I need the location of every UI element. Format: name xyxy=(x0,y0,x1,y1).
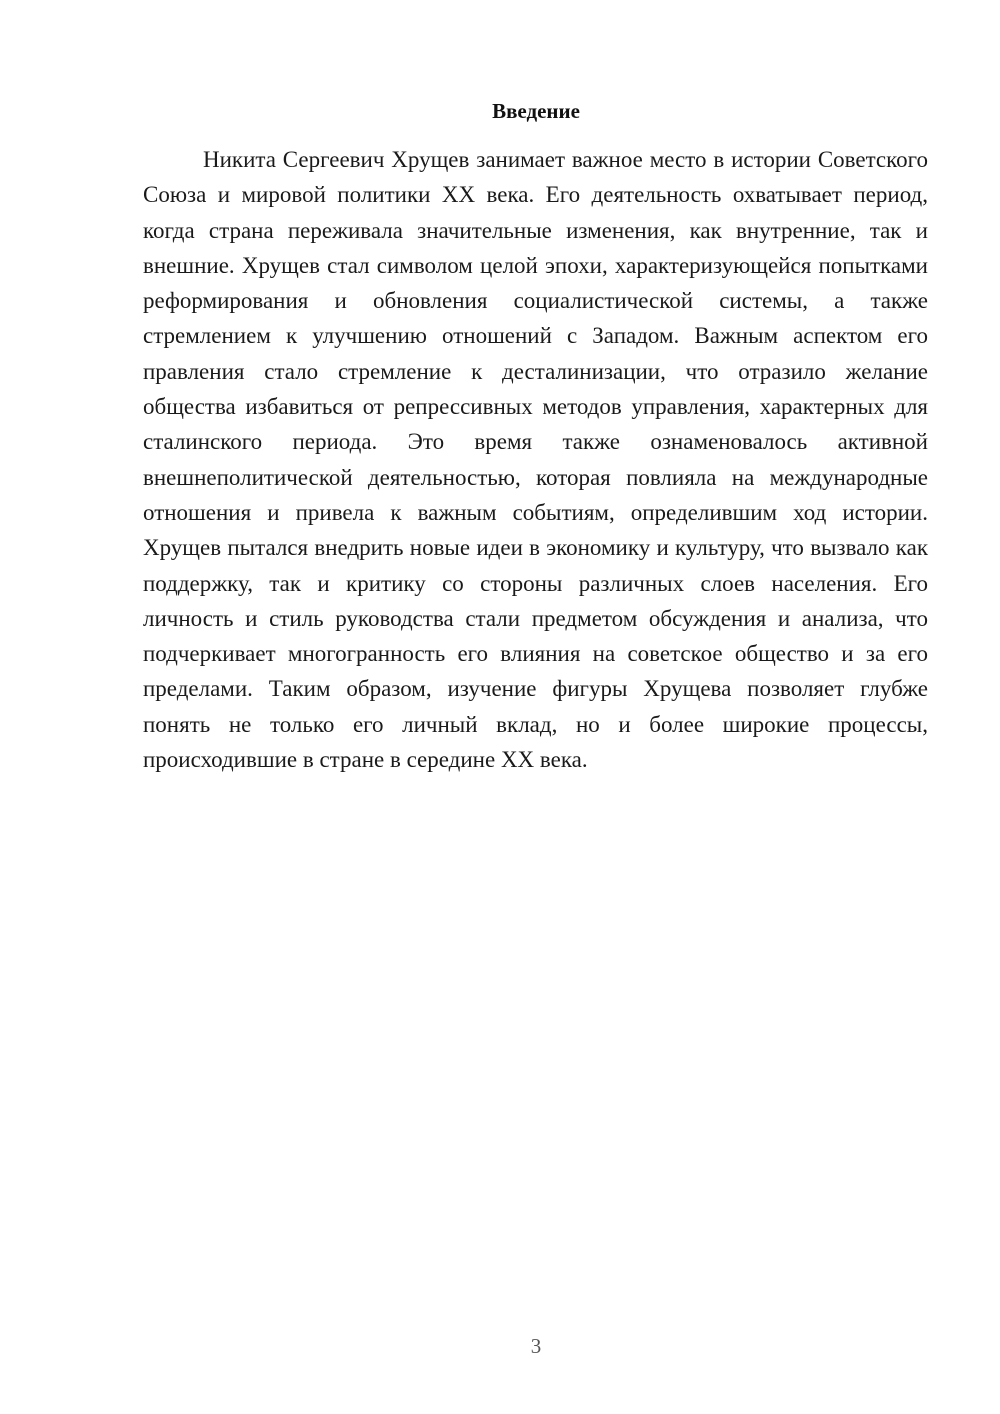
section-heading: Введение xyxy=(492,99,580,123)
body-paragraph: Никита Сергеевич Хрущев занимает важное место в истории Советского Союза и мировой политики XX века. Его деятельность охватывает период, когда страна переживала значительные изменения, как внутренние, так и внешние. Хрущев стал символом целой эпохи, характеризующейся попытками реформирования и обновления социалистической системы, а также стремлением к улучшению отношений с Западом. Важным аспектом его правления стало стремление к десталинизации, что отразило желание общества избавиться от репрессивных методов управления, характерных для сталинского периода. Это время также ознаменовалось активной внешнеполитической деятельностью, которая повлияла на международные отношения и привела к важным событиям, определившим ход истории. Хрущев пытался внедрить новые идеи в экономику и культуру, что вызвало как поддержку, так и критику со стороны различных слоев населения. Его личность и стиль руководства стали предметом обсуждения и анализа, что подчеркивает многогранность его влияния на советское общество и за его пределами. Таким образом, изучение фигуры Хрущева позволяет глубже понять не только его личный вклад, но и более широкие процессы, происходившие в стране в середине XX века. xyxy=(143,147,928,773)
page-number: 3 xyxy=(530,1334,542,1358)
